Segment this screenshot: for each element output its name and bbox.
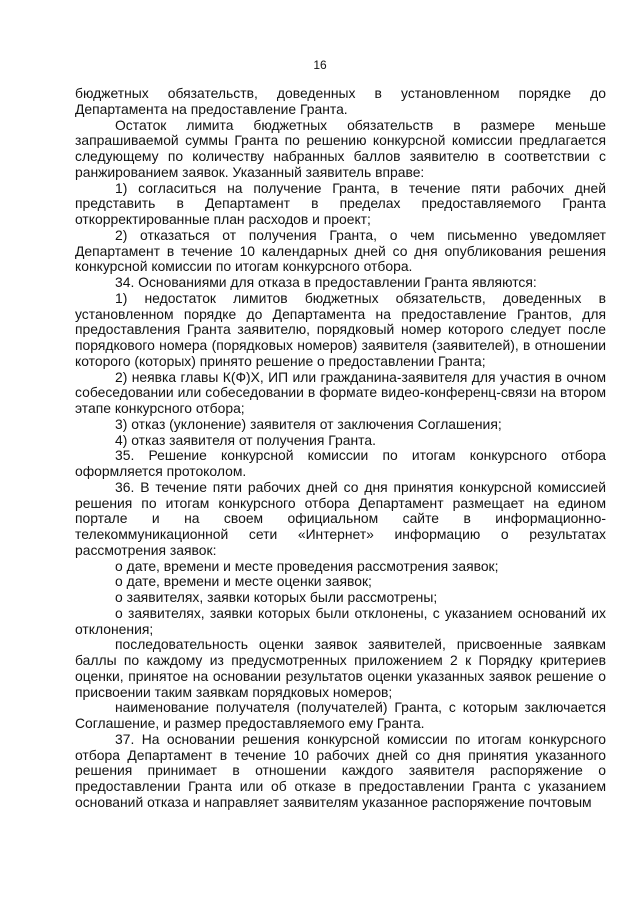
paragraph-36-item-reviewed: о заявителях, заявки которых были рассмотрены; [115,589,438,605]
paragraph-36-item-date-review: о дате, времени и месте проведения рассмотрения заявок; [115,557,499,574]
paragraph-37: 37. На основании решения конкурсной комиссии по итогам конкурсного отбора Департамент в течение 10 рабочих дней со дня принятия указанного решения принимает в отношении каждого заявителя распоряжение о предоставлении Гранта или об отказе в предоставлении Гранта с указанием оснований отказа и направляет заявителям указанное распоряжение почтовым [75,730,606,810]
paragraph-34-item-1: 1) недостаток лимитов бюджетных обязательств, доведенных в установленном порядке до Департамента на предоставление Грантов, для предоставления Гранта заявителю, порядковый номер которого следует после порядкового номера (порядковых номеров) заявителя (заявителей), в отношении которого (которых) принято решение о предоставлении Гранта; [75,289,606,369]
paragraph-option-1: 1) согласиться на получение Гранта, в течение пяти рабочих дней представить в Департамент в пределах предоставляемого Гранта откорректированные план расходов и проект; [75,179,606,227]
paragraph-remaining-limit: Остаток лимита бюджетных обязательств в размере меньше запрашиваемой суммы Гранта по решению конкурсной комиссии предлагается следующему по количеству набранных баллов заявителю в соответствии с ранжированием заявок. Указанный заявитель вправе: [75,116,606,180]
paragraph-36-item-sequence: последовательность оценки заявок заявителей, присвоенные заявкам баллы по каждому из предусмотренных приложением 2 к Порядку критериев оценки, принятое на основании результатов оценки указанных заявок решение о присвоении таким заявкам порядковых номеров; [75,636,606,700]
paragraph-34-item-2: 2) неявка главы К(Ф)Х, ИП или гражданина-заявителя для участия в очном собеседовании или собеседовании в формате видео-конференц-связи на втором этапе конкурсного отбора; [75,368,606,416]
paragraph-36-item-date-evaluation: о дате, времени и месте оценки заявок; [115,573,372,590]
paragraph-36-item-recipient: наименование получателя (получателей) Гранта, с которым заключается Соглашение, и размер предоставляемого ему Гранта. [75,699,606,731]
page-number: 16 [313,58,327,72]
paragraph-36: 36. В течение пяти рабочих дней со дня принятия конкурсной комиссией решения по итогам конкурсного отбора Департамент размещает на едином портале и на своем официальном сайте в информационно-телекоммуникационной сети «Интернет» информацию о результатах рассмотрения заявок: [75,478,606,558]
document-body [75,86,606,811]
paragraph-36-item-rejected: о заявителях, заявки которых были отклонены, с указанием оснований их отклонения; [75,604,606,637]
paragraph-34-item-3: 3) отказ (уклонение) заявителя от заключения Соглашения; [115,415,502,432]
paragraph-34-heading: 34. Основаниями для отказа в предоставлении Гранта являются: [115,274,537,290]
paragraph-34-item-4: 4) отказ заявителя от получения Гранта. [115,431,376,448]
paragraph-option-2: 2) отказаться от получения Гранта, о чем письменно уведомляет Департамент в течение 10 календарных дней со дня опубликования решения конкурсной комиссии по итогам конкурсного отбора. [75,226,606,275]
paragraph-35: 35. Решение конкурсной комиссии по итогам конкурсного отбора оформляется протоколом. [75,447,606,479]
paragraph-continuation: бюджетных обязательств, доведенных в установленном порядке до Департамента на предоставление Гранта. [75,85,606,117]
